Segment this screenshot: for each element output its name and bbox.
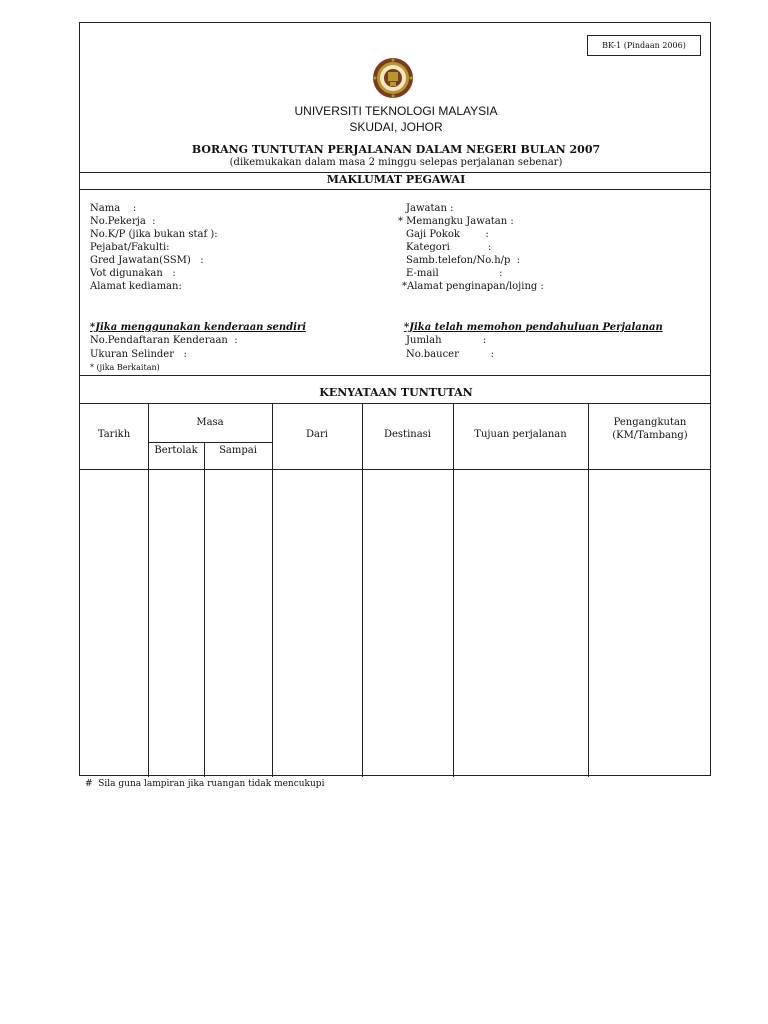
claim-form xyxy=(79,22,711,776)
divider xyxy=(80,189,710,190)
vehicle-heading: *Jika menggunakan kenderaan sendiri xyxy=(90,322,307,333)
col-line xyxy=(588,403,589,777)
field-no-kp[interactable]: No.K/P (jika bukan staf ): xyxy=(90,229,218,240)
field-jumlah[interactable]: Jumlah : xyxy=(406,335,487,346)
vehicle-note: * (jika Berkaitan) xyxy=(90,363,160,372)
col-header-masa: Masa xyxy=(196,417,224,428)
form-title: BORANG TUNTUTAN PERJALANAN DALAM NEGERI BULAN 2007 xyxy=(191,143,601,156)
masa-divider xyxy=(148,442,272,443)
field-ukuran-selinder[interactable]: Ukuran Selinder : xyxy=(90,349,187,360)
field-gaji-pokok[interactable]: Gaji Pokok : xyxy=(406,229,489,240)
col-line xyxy=(204,442,205,777)
field-memangku-jawatan[interactable]: * Memangku Jawatan : xyxy=(398,216,514,227)
section-title-kenyataan: KENYATAAN TUNTUTAN xyxy=(319,386,473,399)
col-line xyxy=(453,403,454,777)
col-header-tujuan: Tujuan perjalanan xyxy=(474,429,567,440)
field-kategori[interactable]: Kategori : xyxy=(406,242,492,253)
col-line xyxy=(362,403,363,777)
col-header-pengangkutan: Pengangkutan xyxy=(613,417,687,428)
col-line xyxy=(272,403,273,777)
divider xyxy=(80,375,710,376)
field-email[interactable]: E-mail : xyxy=(406,268,503,279)
col-header-dari: Dari xyxy=(306,429,328,440)
section-title-maklumat: MAKLUMAT PEGAWAI xyxy=(326,173,466,186)
form-code: BK-1 (Pindaan 2006) xyxy=(587,35,701,56)
advance-heading: *Jika telah memohon pendahuluan Perjalanan xyxy=(404,322,663,333)
university-location: SKUDAI, JOHOR xyxy=(349,120,443,134)
field-pejabat[interactable]: Pejabat/Fakulti: xyxy=(90,242,170,253)
col-header-km-tambang: (KM/Tambang) xyxy=(612,430,688,441)
table-top-border xyxy=(80,403,710,404)
col-line xyxy=(148,403,149,777)
field-jawatan[interactable]: Jawatan : xyxy=(406,203,454,214)
col-header-sampai: Sampai xyxy=(219,445,257,456)
col-header-bertolak: Bertolak xyxy=(154,445,198,456)
field-gred-jawatan[interactable]: Gred Jawatan(SSM) : xyxy=(90,255,204,266)
university-name: UNIVERSITI TEKNOLOGI MALAYSIA xyxy=(294,104,498,118)
field-alamat-kediaman[interactable]: Alamat kediaman: xyxy=(90,281,182,292)
field-vot[interactable]: Vot digunakan : xyxy=(90,268,176,279)
table-header-bottom xyxy=(80,469,710,470)
form-subtitle: (dikemukakan dalam masa 2 minggu selepas perjalanan sebenar) xyxy=(229,157,563,168)
field-no-pendaftaran[interactable]: No.Pendaftaran Kenderaan : xyxy=(90,335,238,346)
col-header-destinasi: Destinasi xyxy=(383,429,432,440)
university-seal-icon xyxy=(371,56,415,100)
footnote: # Sila guna lampiran jika ruangan tidak mencukupi xyxy=(85,779,325,789)
field-telefon[interactable]: Samb.telefon/No.h/p : xyxy=(406,255,521,266)
col-header-tarikh: Tarikh xyxy=(97,429,131,440)
field-no-pekerja[interactable]: No.Pekerja : xyxy=(90,216,156,227)
field-nama[interactable]: Nama : xyxy=(90,203,137,214)
field-alamat-penginapan[interactable]: *Alamat penginapan/lojing : xyxy=(402,281,544,292)
field-no-baucer[interactable]: No.baucer : xyxy=(406,349,495,360)
